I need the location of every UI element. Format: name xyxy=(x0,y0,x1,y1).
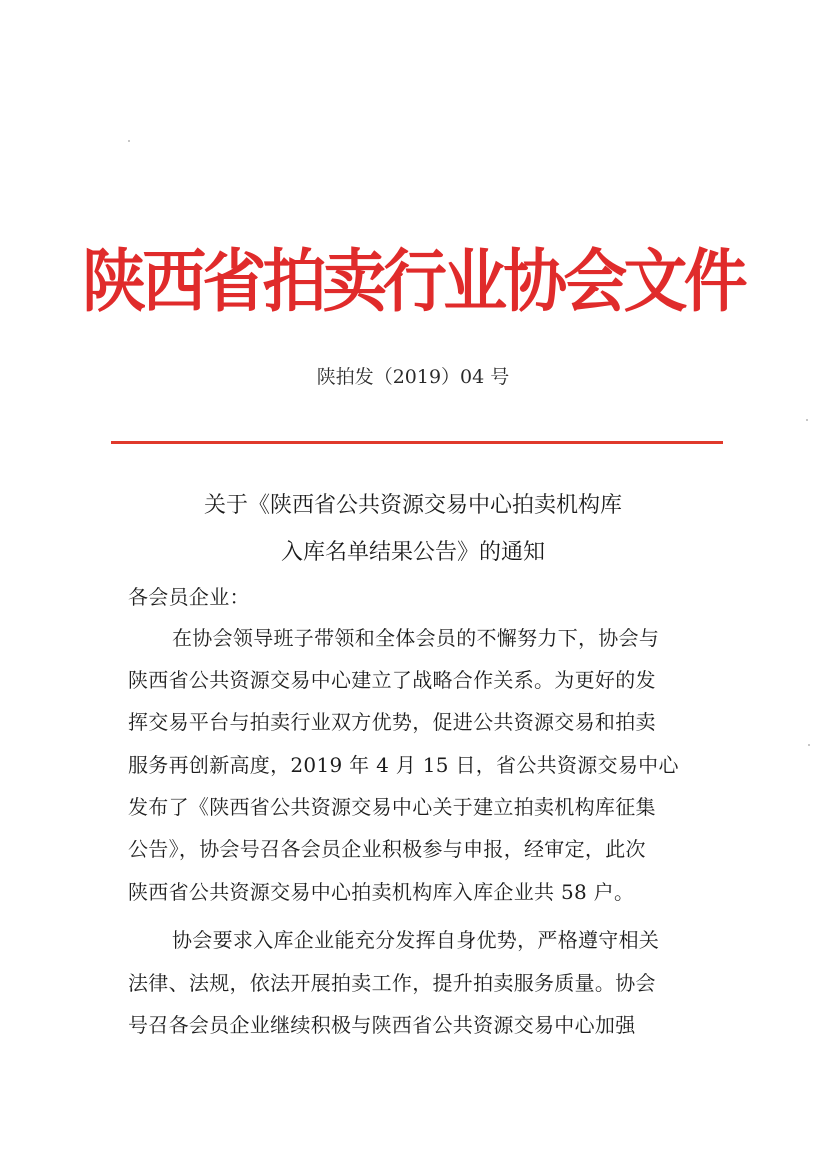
notice-title-line-2: 入库名单结果公告》的通知 xyxy=(280,540,545,565)
body-line-1: 在协会领导班子带领和全体会员的不懈努力下，协会与 xyxy=(172,626,660,650)
organization-header-title: 陕西省拍卖行业协会文件 xyxy=(82,242,744,322)
notice-title-line-1: 关于《陕西省公共资源交易中心拍卖机构库 xyxy=(203,493,622,518)
salutation: 各会员企业： xyxy=(128,585,250,609)
red-divider-line xyxy=(111,441,723,444)
scan-speck xyxy=(128,140,130,142)
document-number: 陕拍发（2019）04 号 xyxy=(316,366,510,388)
body-line-9: 法律、法规，依法开展拍卖工作，提升拍卖服务质量。协会 xyxy=(128,971,656,995)
body-line-6: 公告》，协会号召各会员企业积极参与申报，经审定，此次 xyxy=(128,837,646,861)
scan-speck xyxy=(806,419,808,421)
body-line-5: 发布了《陕西省公共资源交易中心关于建立拍卖机构库征集 xyxy=(128,795,656,819)
body-line-10: 号召各会员企业继续积极与陕西省公共资源交易中心加强 xyxy=(128,1013,636,1037)
body-line-7: 陕西省公共资源交易中心拍卖机构库入库企业共 58 户。 xyxy=(128,880,635,904)
scan-speck xyxy=(808,744,810,746)
body-line-8: 协会要求入库企业能充分发挥自身优势，严格遵守相关 xyxy=(172,928,660,952)
body-line-4: 服务再创新高度，2019 年 4 月 15 日，省公共资源交易中心 xyxy=(128,753,679,777)
body-line-3: 挥交易平台与拍卖行业双方优势，促进公共资源交易和拍卖 xyxy=(128,710,656,734)
body-line-2: 陕西省公共资源交易中心建立了战略合作关系。为更好的发 xyxy=(128,668,656,692)
